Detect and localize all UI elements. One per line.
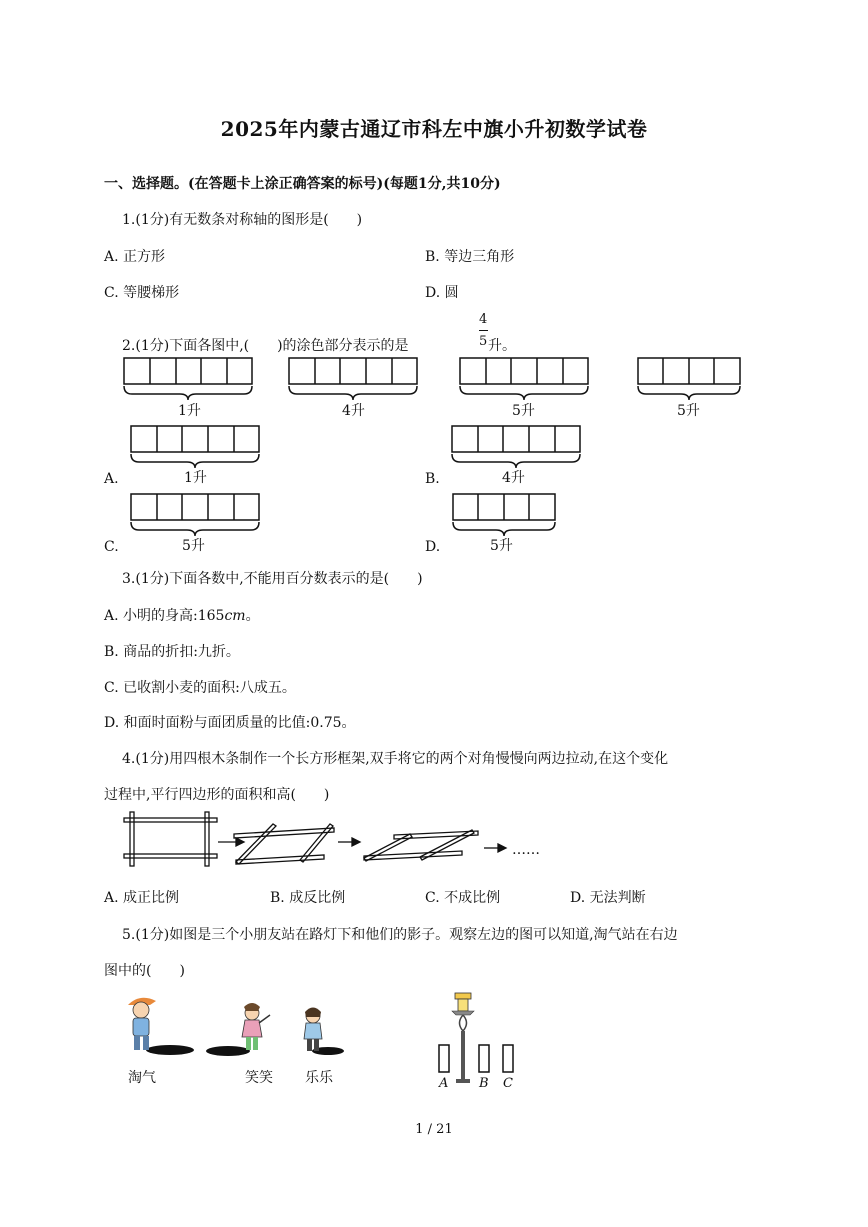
q2-option-a-label: 1升 xyxy=(184,470,207,486)
q4-ellipsis: …… xyxy=(512,842,540,858)
q5-child-taoqi-icon xyxy=(128,998,194,1055)
q1-option-b: B. 等边三角形 xyxy=(425,249,515,265)
q2-brace-option-c xyxy=(131,522,259,536)
q5-stem-line2: 图中的( ) xyxy=(104,963,185,979)
q5-position-a-box xyxy=(439,1045,449,1072)
q4-option-a: A. 成正比例 xyxy=(104,890,180,906)
q1-option-a: A. 正方形 xyxy=(104,249,166,265)
q2-top-label-2: 4升 xyxy=(342,403,365,419)
q5-stem-line1: 5.(1分)如图是三个小朋友站在路灯下和他们的影子。观察左边的图可以知道,淘气站在右边 xyxy=(122,927,678,943)
q4-stem-line1: 4.(1分)用四根木条制作一个长方形框架,双手将它的两个对角慢慢向两边拉动,在这个变化 xyxy=(122,751,669,767)
q3-option-a xyxy=(104,605,260,625)
q2-brace-top-4 xyxy=(638,386,740,400)
q5-letter-c: C xyxy=(503,1076,513,1091)
q2-brace-option-b xyxy=(452,454,580,468)
q3-stem: 3.(1分)下面各数中,不能用百分数表示的是( ) xyxy=(122,571,423,587)
q3-option-c: C. 已收割小麦的面积:八成五。 xyxy=(104,680,296,696)
q5-letter-a: A xyxy=(439,1076,449,1091)
q4-parallelogram-1 xyxy=(234,824,334,864)
q4-parallelogram-2 xyxy=(364,830,478,861)
q2-option-b: B. xyxy=(425,471,440,487)
q2-figures xyxy=(0,350,868,560)
q4-rectangle-frame xyxy=(124,812,217,866)
q2-top-label-4: 5升 xyxy=(677,403,700,419)
q2-bar-option-c xyxy=(131,494,259,520)
q1-option-c: C. 等腰梯形 xyxy=(104,285,180,301)
q2-option-b-label: 4升 xyxy=(502,470,525,486)
q3-option-a-unit: cm xyxy=(224,608,246,624)
q4-option-c: C. 不成比例 xyxy=(425,890,501,906)
q4-option-b: B. 成反比例 xyxy=(270,890,346,906)
q2-stem-text: 2.(1分)下面各图中,( )的涂色部分表示的是 xyxy=(122,338,409,354)
q2-top-label-3: 5升 xyxy=(512,403,535,419)
q1-stem: 1.(1分)有无数条对称轴的图形是( ) xyxy=(122,212,363,228)
q2-brace-top-2 xyxy=(289,386,417,400)
q2-brace-top-1 xyxy=(124,386,252,400)
q2-fraction-bar xyxy=(479,330,488,331)
q3-option-a-end: 。 xyxy=(245,608,260,624)
q2-option-a: A. xyxy=(104,471,119,487)
section-heading-choice: 一、选择题。(在答题卡上涂正确答案的标号)(每题1分,共10分) xyxy=(104,176,501,192)
q3-option-d: D. 和面时面粉与面团质量的比值:0.75。 xyxy=(104,715,356,731)
q2-brace-top-3 xyxy=(460,386,588,400)
q1-option-d: D. 圆 xyxy=(425,285,459,301)
q2-fraction-numerator: 4 xyxy=(479,312,488,327)
q2-bar-top-3 xyxy=(460,358,588,384)
q5-name-lele: 乐乐 xyxy=(305,1070,333,1086)
q2-option-c: C. xyxy=(104,539,119,555)
q2-bar-top-1 xyxy=(124,358,252,384)
q5-name-xiaoxiao: 笑笑 xyxy=(245,1070,273,1086)
q2-option-d-label: 5升 xyxy=(490,538,513,554)
q2-bar-option-a xyxy=(131,426,259,452)
q2-brace-option-d xyxy=(453,522,555,536)
q5-child-lele-icon xyxy=(304,1008,344,1056)
q4-stem-line2: 过程中,平行四边形的面积和高( ) xyxy=(104,787,330,803)
q2-bar-option-b xyxy=(452,426,580,452)
q2-option-d: D. xyxy=(425,539,441,555)
q5-name-taoqi: 淘气 xyxy=(128,1070,156,1086)
exam-title: 2025年内蒙古通辽市科左中旗小升初数学试卷 xyxy=(220,117,648,141)
q2-fraction-denominator: 5 xyxy=(479,334,488,349)
q5-child-xiaoxiao-icon xyxy=(206,1003,270,1056)
q2-top-label-1: 1升 xyxy=(178,403,201,419)
q5-street-lamp-icon xyxy=(452,993,474,1083)
q5-position-b-box xyxy=(479,1045,489,1072)
q4-frame-figure xyxy=(0,810,868,880)
q3-option-b: B. 商品的折扣:九折。 xyxy=(104,644,240,660)
page-number: 1 / 21 xyxy=(415,1122,453,1137)
q5-position-c-box xyxy=(503,1045,513,1072)
q2-option-c-label: 5升 xyxy=(182,538,205,554)
q2-brace-option-a xyxy=(131,454,259,468)
q5-letter-b: B xyxy=(479,1076,489,1091)
q2-unit: 升。 xyxy=(488,338,516,354)
q2-bar-top-2 xyxy=(289,358,417,384)
q4-option-d: D. 无法判断 xyxy=(570,890,646,906)
q3-option-a-text: A. 小明的身高:165 xyxy=(104,608,225,624)
